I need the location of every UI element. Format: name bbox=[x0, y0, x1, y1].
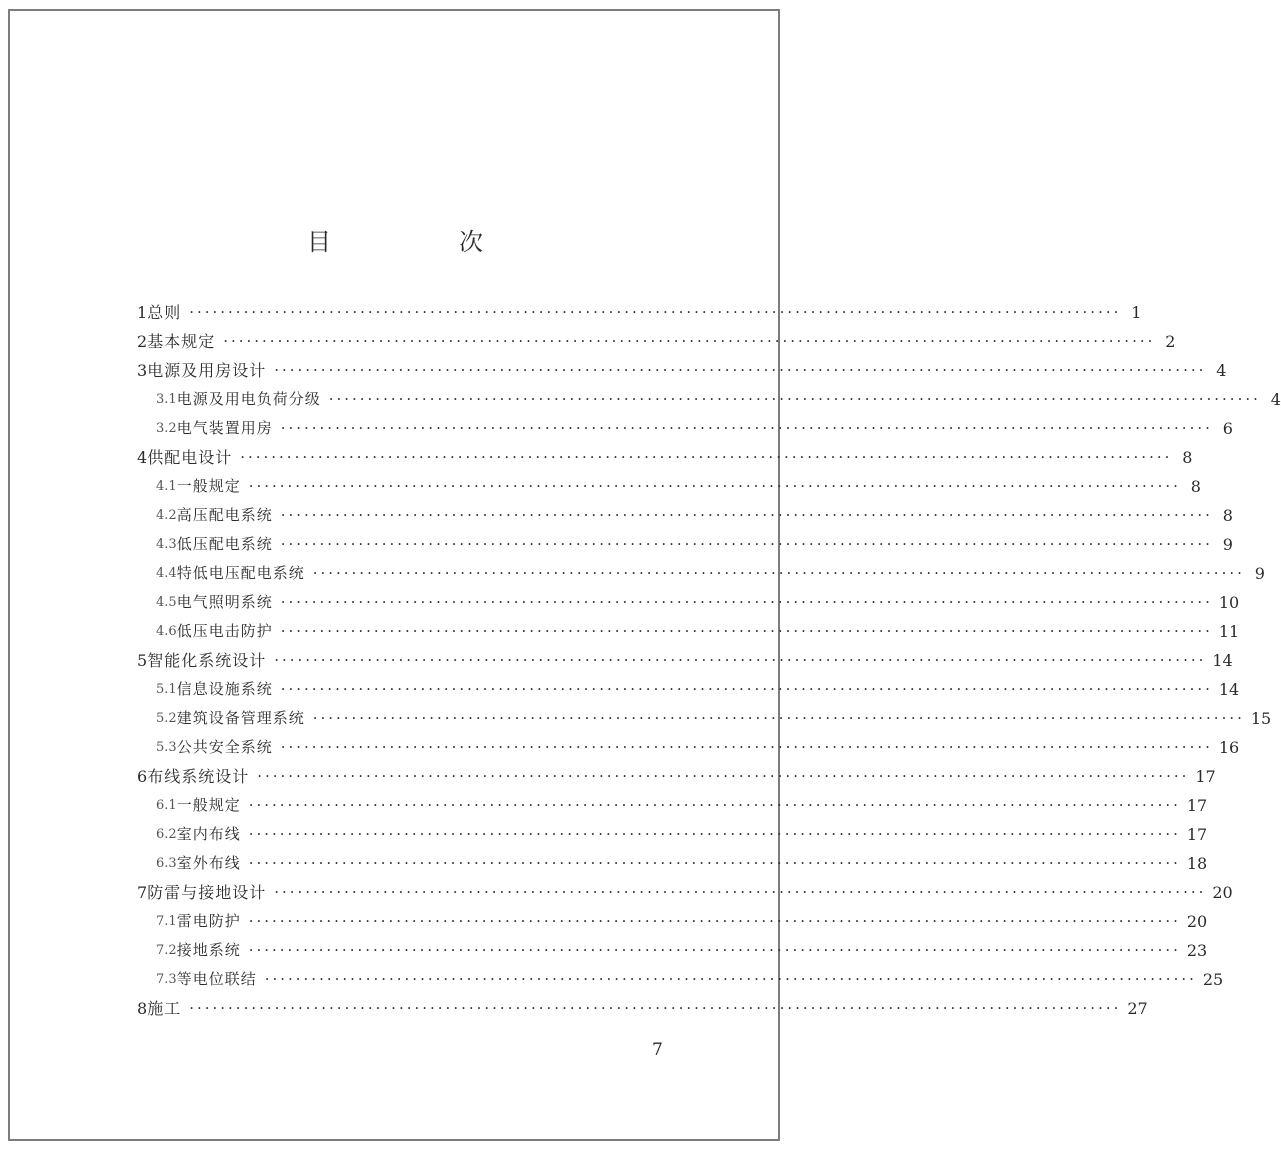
toc-leader-dots: ························································································································ bbox=[312, 564, 1245, 582]
toc-entry-page: 18 bbox=[1186, 854, 1208, 873]
toc-entry-number: 7.1 bbox=[156, 914, 177, 929]
toc-entry bbox=[132, 443, 1193, 472]
toc-entry-title: 低压配电系统 bbox=[176, 535, 273, 553]
toc-entry-page: 16 bbox=[1218, 738, 1240, 757]
toc-leader-dots: ························································································································ bbox=[274, 651, 1207, 669]
toc-leader-dots: ························································································································ bbox=[280, 680, 1213, 698]
toc-entry-number: 6.2 bbox=[156, 827, 177, 842]
toc-entry-number: 4.3 bbox=[156, 537, 177, 552]
toc-leader-dots: ························································································································ bbox=[280, 419, 1213, 437]
toc-entry-page: 20 bbox=[1186, 912, 1208, 931]
toc-leader-dots: ························································································································ bbox=[240, 448, 1173, 466]
toc-entry-page: 11 bbox=[1218, 622, 1240, 641]
toc-entry-page: 23 bbox=[1186, 941, 1208, 960]
toc-leader-dots: ························································································································ bbox=[257, 767, 1190, 785]
table-of-contents bbox=[132, 298, 1281, 1023]
toc-entry bbox=[132, 356, 1227, 385]
toc-leader-dots: ························································································································ bbox=[248, 477, 1181, 495]
toc-entry-number: 6 bbox=[137, 767, 148, 786]
toc-entry-title: 电源及用房设计 bbox=[147, 361, 267, 380]
toc-entry-page: 17 bbox=[1186, 825, 1208, 844]
toc-entry bbox=[132, 559, 1265, 588]
toc-entry-number: 4.6 bbox=[156, 624, 177, 639]
toc-leader-dots: ························································································································ bbox=[280, 535, 1213, 553]
toc-leader-dots: ························································································································ bbox=[248, 796, 1181, 814]
toc-entry-number: 3.1 bbox=[156, 392, 177, 407]
toc-leader-dots: ························································································································ bbox=[264, 970, 1197, 988]
toc-entry-title: 电气装置用房 bbox=[176, 419, 273, 437]
toc-entry-title: 等电位联结 bbox=[176, 970, 257, 988]
toc-entry bbox=[132, 385, 1281, 414]
toc-entry-number: 3.2 bbox=[156, 421, 177, 436]
page-number: 7 bbox=[652, 1040, 663, 1060]
toc-entry bbox=[132, 965, 1224, 994]
toc-entry bbox=[132, 820, 1208, 849]
toc-entry-number: 5.1 bbox=[156, 682, 177, 697]
toc-leader-dots: ························································································································ bbox=[280, 506, 1213, 524]
toc-entry bbox=[132, 762, 1216, 791]
toc-entry-number: 5 bbox=[137, 651, 148, 670]
toc-entry-title: 雷电防护 bbox=[176, 912, 241, 930]
toc-entry-page: 15 bbox=[1250, 709, 1272, 728]
toc-entry-title: 室外布线 bbox=[176, 854, 241, 872]
toc-leader-dots: ························································································································ bbox=[280, 738, 1213, 756]
toc-entry bbox=[132, 617, 1240, 646]
toc-entry-page: 10 bbox=[1218, 593, 1240, 612]
toc-entry bbox=[132, 733, 1240, 762]
toc-leader-dots: ························································································································ bbox=[328, 390, 1261, 408]
toc-leader-dots: ························································································································ bbox=[248, 854, 1181, 872]
toc-entry-title: 一般规定 bbox=[176, 477, 241, 495]
toc-entry-title: 信息设施系统 bbox=[176, 680, 273, 698]
toc-entry bbox=[132, 675, 1240, 704]
toc-leader-dots: ························································································································ bbox=[274, 883, 1207, 901]
toc-entry bbox=[132, 704, 1272, 733]
toc-entry-number: 8 bbox=[137, 999, 148, 1018]
toc-entry bbox=[132, 501, 1233, 530]
toc-entry-number: 2 bbox=[137, 332, 148, 351]
toc-entry-page: 8 bbox=[1222, 506, 1233, 525]
toc-entry-title: 供配电设计 bbox=[147, 448, 233, 467]
toc-entry-title: 总则 bbox=[147, 303, 182, 322]
toc-entry-page: 6 bbox=[1222, 419, 1233, 438]
toc-entry-title: 电源及用电负荷分级 bbox=[176, 390, 321, 408]
toc-entry-number: 7 bbox=[137, 883, 148, 902]
toc-leader-dots: ························································································································ bbox=[312, 709, 1245, 727]
toc-entry-page: 8 bbox=[1182, 448, 1193, 467]
toc-entry-title: 智能化系统设计 bbox=[147, 651, 267, 670]
toc-leader-dots: ························································································································ bbox=[223, 332, 1156, 350]
toc-entry-title: 电气照明系统 bbox=[176, 593, 273, 611]
toc-entry bbox=[132, 878, 1233, 907]
toc-entry-number: 4.4 bbox=[156, 566, 177, 581]
toc-leader-dots: ························································································································ bbox=[189, 999, 1122, 1017]
toc-entry bbox=[132, 907, 1208, 936]
toc-entry bbox=[132, 849, 1208, 878]
toc-entry bbox=[132, 588, 1240, 617]
toc-entry-page: 8 bbox=[1190, 477, 1201, 496]
toc-entry-title: 特低电压配电系统 bbox=[176, 564, 305, 582]
toc-entry-title: 防雷与接地设计 bbox=[147, 883, 267, 902]
toc-entry-number: 6.1 bbox=[156, 798, 177, 813]
toc-entry-title: 公共安全系统 bbox=[176, 738, 273, 756]
toc-entry-number: 7.2 bbox=[156, 943, 177, 958]
toc-entry-page: 27 bbox=[1127, 999, 1148, 1018]
toc-entry bbox=[132, 791, 1208, 820]
toc-entry-page: 17 bbox=[1195, 767, 1216, 786]
toc-entry-page: 4 bbox=[1270, 390, 1281, 409]
toc-entry-page: 17 bbox=[1186, 796, 1208, 815]
toc-leader-dots: ························································································································ bbox=[274, 361, 1207, 379]
toc-entry-number: 3 bbox=[137, 361, 148, 380]
toc-entry-number: 7.3 bbox=[156, 972, 177, 987]
toc-entry-title: 布线系统设计 bbox=[147, 767, 250, 786]
toc-entry bbox=[132, 472, 1201, 501]
toc-entry-number: 5.3 bbox=[156, 740, 177, 755]
toc-leader-dots: ························································································································ bbox=[280, 622, 1213, 640]
toc-entry bbox=[132, 646, 1233, 675]
toc-entry-page: 2 bbox=[1165, 332, 1176, 351]
toc-entry-page: 25 bbox=[1202, 970, 1224, 989]
toc-entry-page: 14 bbox=[1212, 651, 1233, 670]
toc-leader-dots: ························································································································ bbox=[248, 825, 1181, 843]
toc-entry-number: 1 bbox=[137, 303, 148, 322]
toc-entry-title: 基本规定 bbox=[147, 332, 216, 351]
toc-entry-page: 1 bbox=[1131, 303, 1142, 322]
toc-entry-title: 高压配电系统 bbox=[176, 506, 273, 524]
toc-entry-page: 20 bbox=[1212, 883, 1233, 902]
toc-entry-title: 室内布线 bbox=[176, 825, 241, 843]
toc-entry-number: 4.2 bbox=[156, 508, 177, 523]
toc-entry-title: 建筑设备管理系统 bbox=[176, 709, 305, 727]
toc-entry-title: 低压电击防护 bbox=[176, 622, 273, 640]
toc-entry bbox=[132, 298, 1142, 327]
toc-leader-dots: ························································································································ bbox=[248, 941, 1181, 959]
toc-entry-page: 9 bbox=[1222, 535, 1233, 554]
toc-entry bbox=[132, 530, 1233, 559]
toc-entry-title: 施工 bbox=[147, 999, 182, 1018]
toc-leader-dots: ························································································································ bbox=[280, 593, 1213, 611]
toc-entry bbox=[132, 327, 1176, 356]
toc-entry-page: 14 bbox=[1218, 680, 1240, 699]
toc-leader-dots: ························································································································ bbox=[189, 303, 1122, 321]
toc-entry-number: 4.1 bbox=[156, 479, 177, 494]
toc-entry-page: 4 bbox=[1216, 361, 1227, 380]
toc-entry-number: 6.3 bbox=[156, 856, 177, 871]
page-title: 目 次 bbox=[307, 228, 535, 256]
toc-entry-number: 4.5 bbox=[156, 595, 177, 610]
toc-entry bbox=[132, 414, 1233, 443]
toc-entry-page: 9 bbox=[1254, 564, 1265, 583]
toc-entry-title: 一般规定 bbox=[176, 796, 241, 814]
toc-entry bbox=[132, 994, 1148, 1023]
toc-entry bbox=[132, 936, 1208, 965]
toc-entry-number: 5.2 bbox=[156, 711, 177, 726]
toc-entry-title: 接地系统 bbox=[176, 941, 241, 959]
toc-entry-number: 4 bbox=[137, 448, 148, 467]
toc-leader-dots: ························································································································ bbox=[248, 912, 1181, 930]
